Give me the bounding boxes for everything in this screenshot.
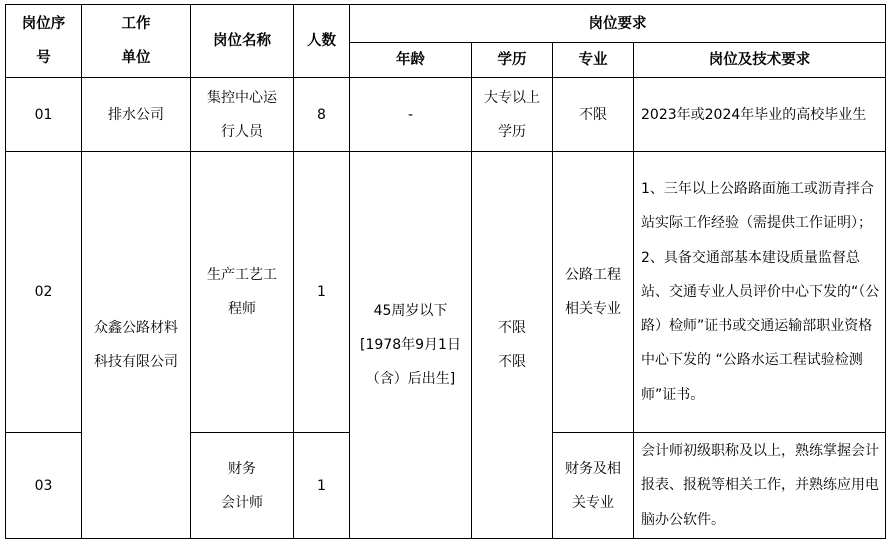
row-position: [191, 78, 294, 152]
row-major-line2: 相关专业: [565, 301, 621, 317]
row-count: 1: [294, 152, 350, 433]
row-major-line1: 公路工程: [565, 267, 621, 283]
header-seq: [6, 5, 82, 78]
row-seq: 03: [6, 433, 82, 539]
header-seq-line1: 岗位序: [21, 16, 66, 32]
header-major: 专业: [553, 43, 634, 78]
row-education-line2: 学历: [498, 123, 526, 140]
header-tech: 岗位及技术要求: [634, 43, 886, 78]
row-education-line1: 不限: [498, 320, 526, 336]
header-unit-line1: 工作: [121, 16, 151, 32]
row-major: 不限: [553, 78, 634, 152]
row-education-line2: 不限: [498, 354, 526, 370]
row-position: [191, 152, 294, 433]
row-count: 8: [294, 78, 350, 152]
row-position-line1: 生产工艺工: [207, 267, 277, 283]
row-unit: [82, 152, 191, 539]
row-position-line2: 行人员: [221, 123, 263, 140]
row-age-line2: [1978年9月1日: [360, 337, 461, 353]
header-seq-line2: 号: [36, 50, 51, 66]
row-tech: 2023年或2024年毕业的高校毕业生: [634, 78, 886, 152]
row-age-line3: （含）后出生]: [365, 371, 456, 387]
row-education: [472, 152, 553, 539]
row-major-line2: 关专业: [572, 494, 614, 511]
row-age-line1: 45周岁以下: [373, 303, 448, 319]
row-seq: 01: [6, 78, 82, 152]
row-education: [472, 78, 553, 152]
header-position: 岗位名称: [191, 5, 294, 78]
job-requirements-table: [5, 4, 886, 539]
header-count: 人数: [294, 5, 350, 78]
row-unit-line2: 科技有限公司: [94, 354, 178, 370]
row-tech: 会计师初级职称及以上，熟练掌握会计报表、报税等相关工作，并熟练应用电脑办公软件。: [634, 433, 886, 539]
row-unit-line1: 众鑫公路材料: [94, 320, 178, 336]
row-age: [350, 152, 472, 539]
row-position-line2: 程师: [228, 301, 256, 317]
row-seq: 02: [6, 152, 82, 433]
header-unit: [82, 5, 191, 78]
row-major-line1: 财务及相: [565, 460, 621, 477]
header-requirements: 岗位要求: [350, 5, 886, 43]
table-row: [6, 152, 886, 433]
header-unit-line2: 单位: [121, 50, 151, 66]
header-age: 年龄: [350, 43, 472, 78]
row-major: [553, 433, 634, 539]
row-position-line2: 会计师: [221, 494, 263, 511]
row-unit: 排水公司: [82, 78, 191, 152]
row-age: -: [350, 78, 472, 152]
header-education: 学历: [472, 43, 553, 78]
row-position-line1: 集控中心运: [207, 89, 277, 106]
row-major: [553, 152, 634, 433]
table-row: [6, 78, 886, 152]
row-education-line1: 大专以上: [484, 89, 540, 106]
row-position-line1: 财务: [228, 460, 256, 477]
row-count: 1: [294, 433, 350, 539]
header-row-1: [6, 5, 886, 43]
row-position: [191, 433, 294, 539]
row-tech: 1、三年以上公路路面施工或沥青拌合站实际工作经验（需提供工作证明）；2、具备交通部基本建设质量监督总站、交通专业人员评价中心下发的“（公路）检师”证书或交通运输部职业资格中心下发的 “公路水运工程试验检测师”证书。: [634, 152, 886, 433]
